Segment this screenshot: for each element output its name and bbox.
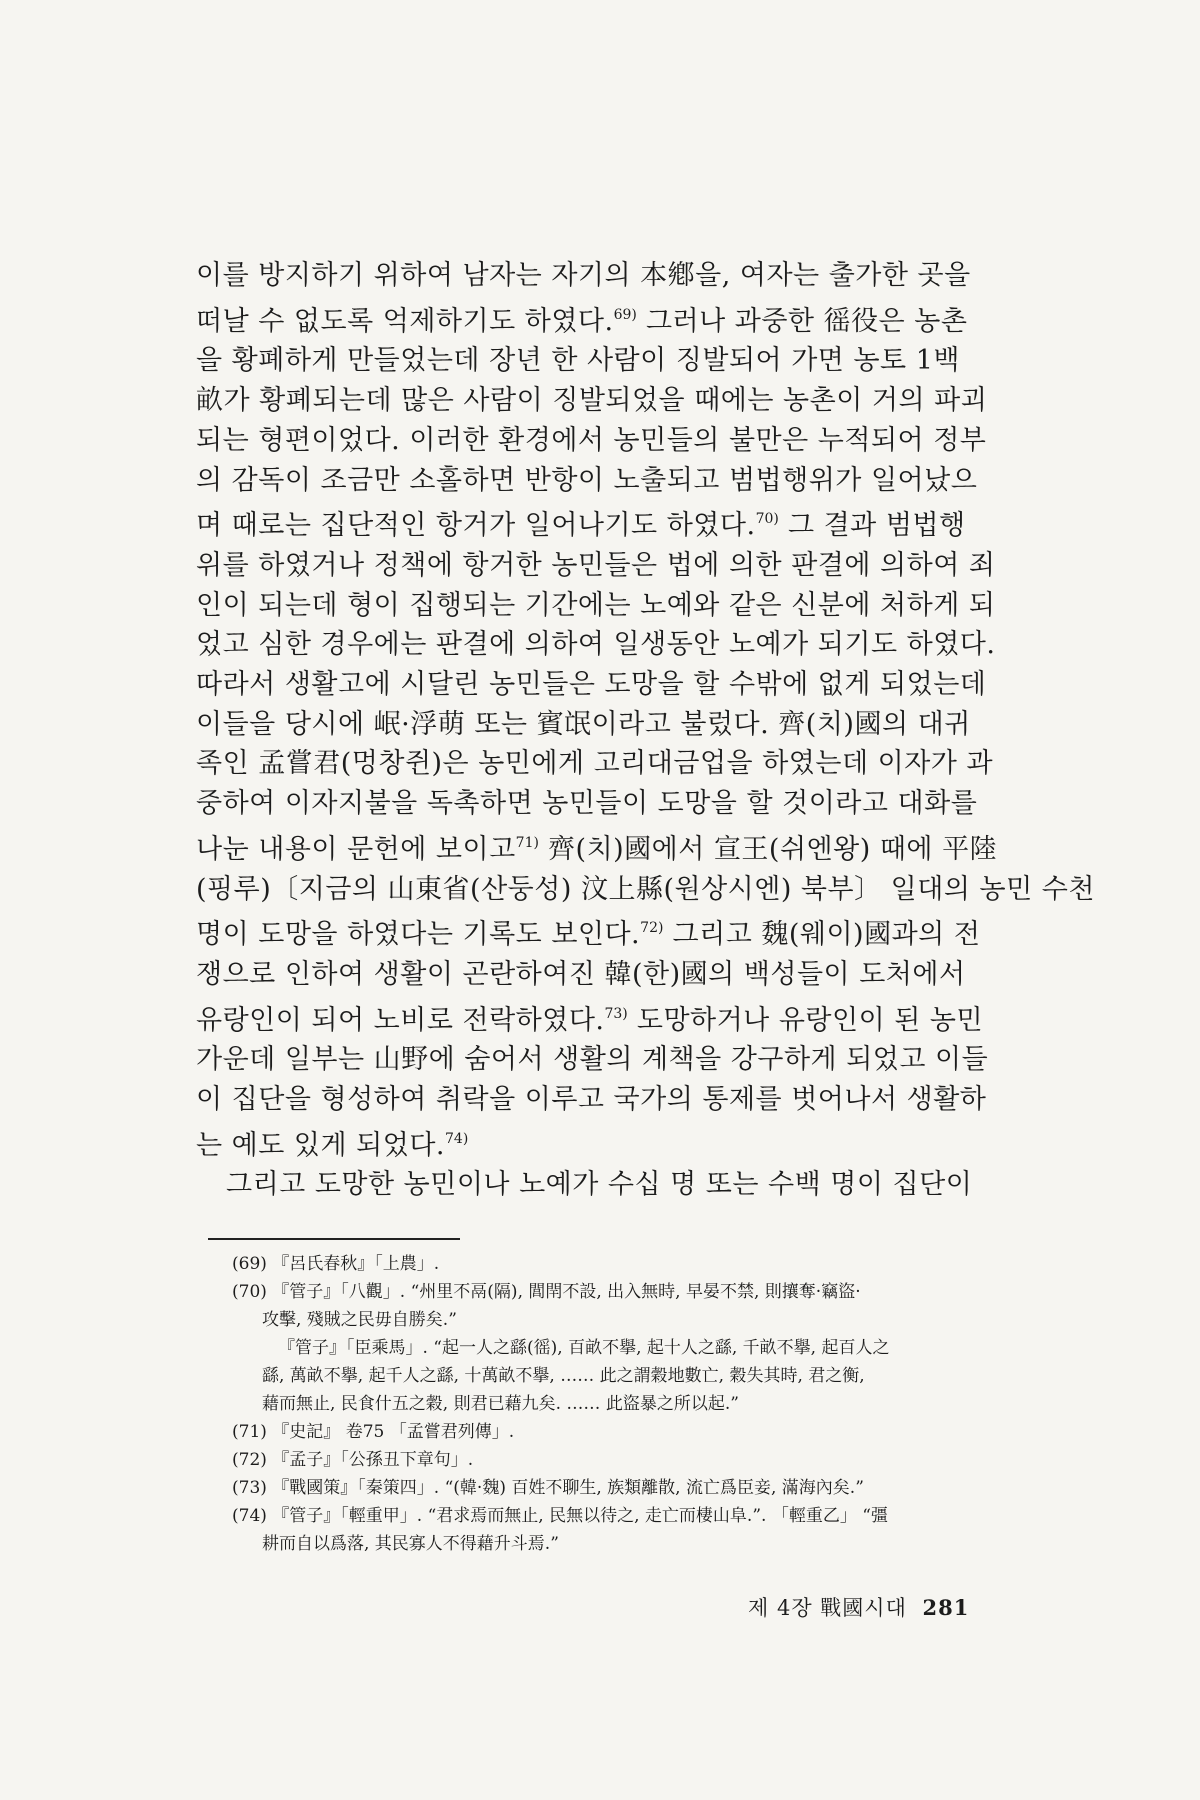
- note-ref-71: 71): [515, 834, 539, 851]
- note-ref-74: 74): [445, 1130, 469, 1147]
- footnote-divider: [208, 1238, 460, 1240]
- body-line: [196, 705, 1034, 745]
- body-line: [196, 784, 1034, 824]
- body-line-text: 그리고 魏(웨이)國과의 전: [672, 919, 981, 951]
- page-number: 281: [922, 1595, 970, 1620]
- body-line: [196, 296, 1034, 342]
- footnotes: [232, 1250, 1062, 1558]
- body-line-text: 을 황폐하게 만들었는데 장년 한 사람이 징발되어 가면 농토 1백: [196, 345, 960, 377]
- body-line: [196, 870, 1095, 910]
- footnote-72: (72) 『孟子』「公孫丑下章句」.: [232, 1450, 474, 1470]
- body-line: [196, 995, 1034, 1041]
- body-line: [196, 1165, 1034, 1205]
- body-line-text: 畝가 황폐되는데 많은 사람이 징발되었을 때에는 농촌이 거의 파괴: [196, 385, 988, 417]
- body-line: [196, 381, 1034, 421]
- body-line-text: (핑루)〔지금의 山東省(산둥성) 汶上縣(원상시엔) 북부〕 일대의 농민 수천: [196, 873, 1095, 905]
- body-line-text: 齊(치)國에서 宣王(쉬엔왕) 때에 平陸: [548, 833, 998, 865]
- page-footer: [748, 1592, 1028, 1622]
- body-line: [196, 909, 1034, 955]
- body-line-text: 족인 孟嘗君(멍창쥔)은 농민에게 고리대금업을 하였는데 이자가 과: [196, 748, 994, 780]
- body-line-text: 인이 되는데 형이 집행되는 기간에는 노예와 같은 신분에 처하게 되: [196, 589, 996, 621]
- body-line: [196, 1080, 1034, 1120]
- body-line-text: 떠날 수 없도록 억제하기도 하였다.: [196, 305, 614, 337]
- body-line: [196, 256, 1034, 296]
- body-line-text: 그 결과 범법행: [787, 510, 966, 542]
- note-ref-73: 73): [604, 1005, 628, 1022]
- body-line-text: 도망하거나 유랑인이 된 농민: [636, 1004, 984, 1036]
- footnote-74-continued: 耕而自以爲落, 其民寡人不得藉升斗焉.”: [262, 1534, 559, 1554]
- body-line: [196, 1120, 1034, 1166]
- body-line: [196, 824, 1034, 870]
- body-line-text: 유랑인이 되어 노비로 전락하였다.: [196, 1004, 605, 1036]
- body-line-text: 이를 방지하기 위하여 남자는 자기의 本鄕을, 여자는 출가한 곳을: [196, 260, 971, 291]
- note-ref-70: 70): [755, 511, 779, 528]
- body-line: [196, 421, 1034, 461]
- body-line: [196, 625, 1034, 665]
- footnote-71: (71) 『史記』 卷75 「孟嘗君列傳」.: [232, 1422, 515, 1442]
- footnote-70-continued: 攻擊, 殘賊之民毋自勝矣.”: [262, 1310, 457, 1330]
- body-line-text: 는 예도 있게 되었다.: [196, 1129, 445, 1161]
- body-line-text: 의 감독이 조금만 소홀하면 반항이 노출되고 범법행위가 일어났으: [196, 464, 978, 496]
- footnote-70-continued: 藉而無止, 民食什五之穀, 則君已藉九矣. …… 此盜暴之所以起.”: [262, 1394, 739, 1414]
- body-text: [196, 256, 1095, 1205]
- body-line-text: 이 집단을 형성하여 취락을 이루고 국가의 통제를 벗어나서 생활하: [196, 1084, 987, 1116]
- body-line: [196, 500, 1034, 546]
- body-line-text: 나눈 내용이 문헌에 보이고: [196, 833, 516, 865]
- footnote-70-quote: 『管子』「臣乘馬」. “起一人之繇(徭), 百畝不擧, 起十人之繇, 千畝不擧, 起百人之: [278, 1338, 890, 1358]
- note-ref-69: 69): [613, 306, 637, 323]
- note-ref-72: 72): [640, 920, 664, 937]
- body-line: [196, 546, 1034, 586]
- body-line-text: 쟁으로 인하여 생활이 곤란하여진 韓(한)國의 백성들이 도처에서: [196, 958, 966, 990]
- footnote-73: (73) 『戰國策』「秦策四」. “(韓·魏) 百姓不聊生, 族類離散, 流亡爲臣妾, 滿海內矣.”: [232, 1478, 864, 1498]
- body-line-text: 중하여 이자지불을 독촉하면 농민들이 도망을 할 것이라고 대화를: [196, 788, 978, 820]
- footnote-74: (74) 『管子』「輕重甲」. “君求焉而無止, 民無以待之, 走亡而棲山阜.”. 「輕重乙」 “彊: [232, 1506, 888, 1526]
- body-line: [196, 1040, 1034, 1080]
- body-line-text: 그러나 과중한 徭役은 농촌: [645, 305, 968, 337]
- body-line-text: 되는 형편이었다. 이러한 환경에서 농민들의 불만은 누적되어 정부: [196, 424, 987, 456]
- footnote-70-continued: 繇, 萬畝不擧, 起千人之繇, 十萬畝不擧, …… 此之謂穀地數亡, 穀失其時, 君之衡,: [262, 1366, 865, 1386]
- body-line-text: 따라서 생활고에 시달린 농민들은 도망을 할 수밖에 없게 되었는데: [196, 669, 987, 701]
- footnote-69: (69) 『呂氏春秋』「上農」.: [232, 1254, 440, 1274]
- body-line-text: 위를 하였거나 정책에 항거한 농민들은 법에 의한 판결에 의하여 죄: [196, 549, 996, 581]
- body-line-text: 이들을 당시에 岷·浮萌 또는 賓氓이라고 불렀다. 齊(치)國의 대귀: [196, 708, 971, 740]
- body-line: [196, 955, 1034, 995]
- body-line-text: 며 때로는 집단적인 항거가 일어나기도 하였다.: [196, 510, 756, 542]
- footnote-70: (70) 『管子』「八觀」. “州里不鬲(隔), 閭閈不設, 出入無時, 早晏不禁, 則攘奪·竊盜·: [232, 1282, 861, 1302]
- body-line: [196, 744, 1034, 784]
- body-line: [196, 461, 1034, 501]
- body-line-text: 가운데 일부는 山野에 숨어서 생활의 계책을 강구하게 되었고 이들: [196, 1044, 989, 1076]
- body-line: [196, 341, 1034, 381]
- body-line-text: 었고 심한 경우에는 판결에 의하여 일생동안 노예가 되기도 하였다.: [196, 629, 996, 661]
- body-line-text: 그리고 도망한 농민이나 노예가 수십 명 또는 수백 명이 집단이: [226, 1169, 973, 1201]
- body-line: [196, 665, 1034, 705]
- body-line-text: 명이 도망을 하였다는 기록도 보인다.: [196, 919, 641, 951]
- body-line: [196, 586, 1034, 626]
- chapter-title: 제 4장 戰國시대: [748, 1596, 907, 1620]
